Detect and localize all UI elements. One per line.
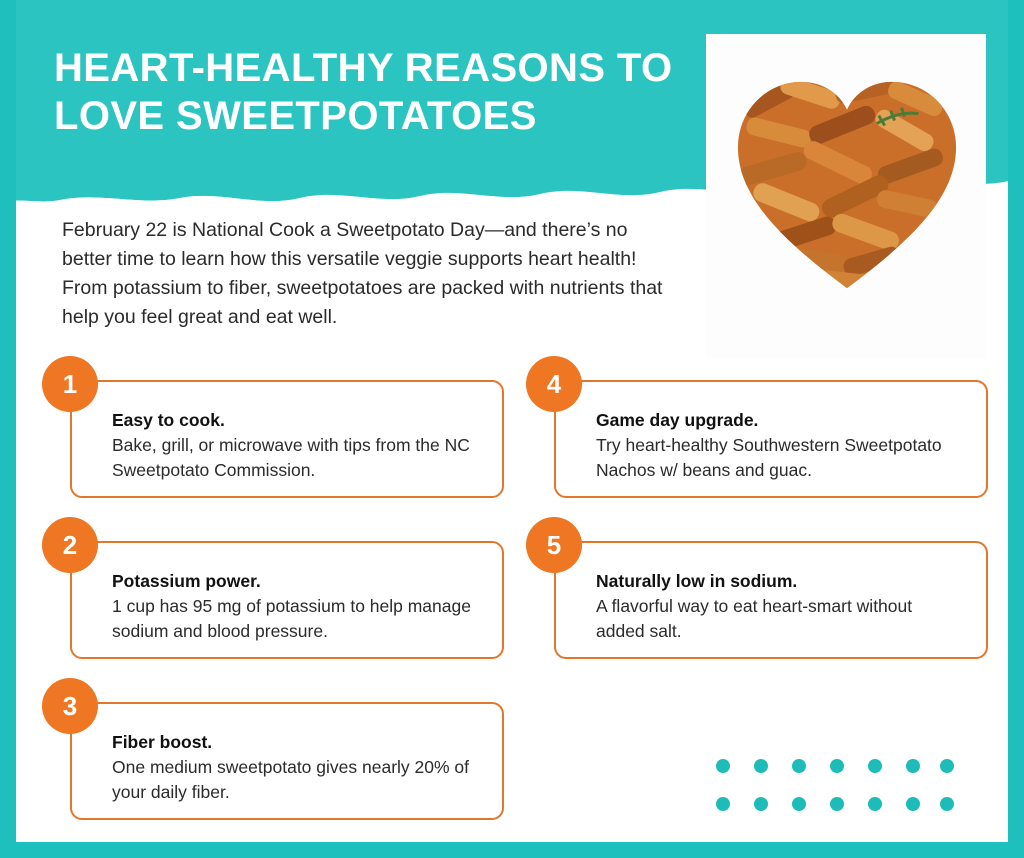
page-title: HEART-HEALTHY REASONS TO LOVE SWEETPOTATOES	[54, 46, 673, 138]
card-title-3: Fiber boost.	[112, 732, 213, 752]
card-badge-5: 5	[526, 517, 582, 573]
card-body-5: A flavorful way to eat heart-smart without added salt.	[596, 596, 913, 641]
card-title-4: Game day upgrade.	[596, 410, 759, 430]
card-badge-4: 4	[526, 356, 582, 412]
card-4	[554, 380, 988, 498]
card-title-2: Potassium power.	[112, 571, 261, 591]
card-title-5: Naturally low in sodium.	[596, 571, 798, 591]
card-5	[554, 541, 988, 659]
frame-bottom-border	[0, 842, 1024, 858]
frame-right-border	[1008, 0, 1024, 858]
card-badge-3: 3	[42, 678, 98, 734]
card-title-1: Easy to cook.	[112, 410, 225, 430]
intro-paragraph: February 22 is National Cook a Sweetpotato Day—and there’s no better time to learn how this versatile veggie supports heart health! From potassium to fiber, sweetpotatoes are packed with nutrients that help you feel great and eat well.	[62, 219, 663, 328]
card-1	[70, 380, 504, 498]
card-badge-1: 1	[42, 356, 98, 412]
dot-grid-decoration	[716, 753, 954, 805]
card-2	[70, 541, 504, 659]
card-badge-2: 2	[42, 517, 98, 573]
frame-left-border	[0, 0, 16, 858]
card-body-2: 1 cup has 95 mg of potassium to help manage sodium and blood pressure.	[112, 596, 471, 641]
sweetpotato-heart-icon	[728, 68, 966, 298]
card-body-4: Try heart-healthy Southwestern Sweetpotato Nachos w/ beans and guac.	[596, 435, 942, 480]
card-body-3: One medium sweetpotato gives nearly 20% of your daily fiber.	[112, 757, 469, 802]
card-3	[70, 702, 504, 820]
hero-photo	[706, 34, 986, 359]
card-body-1: Bake, grill, or microwave with tips from the NC Sweetpotato Commission.	[112, 435, 470, 480]
